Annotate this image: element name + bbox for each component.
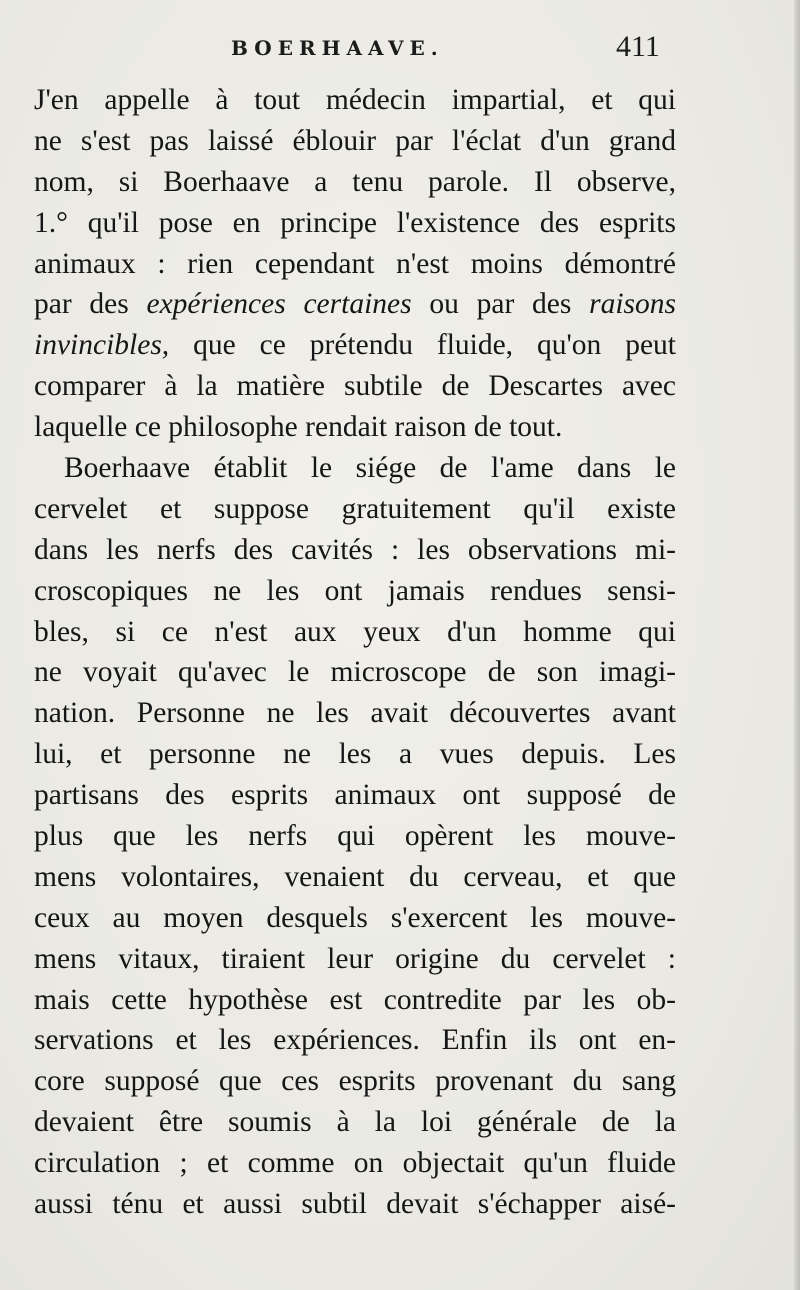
text-line: core supposé que ces esprits provenant du sang: [34, 1065, 676, 1098]
text-line: plus que les nerfs qui opèrent les mouve-: [34, 820, 676, 853]
text-line: ne s'est pas laissé éblouir par l'éclat d'un grand: [34, 124, 676, 157]
text-segment: que ce prétendu fluide, qu'on peut: [193, 329, 677, 362]
text-line: [34, 284, 676, 325]
text-line: mens volontaires, venaient du cerveau, et que: [34, 860, 676, 893]
text-line: nom, si Boerhaave a tenu parole. Il observe,: [34, 165, 676, 198]
page-number: 411: [616, 30, 660, 63]
text-line: mens vitaux, tiraient leur origine du cervelet :: [34, 942, 676, 975]
text-line: bles, si ce n'est aux yeux d'un homme qui: [34, 615, 676, 648]
text-line: laquelle ce philosophe rendait raison de tout.: [34, 411, 563, 444]
text-line: ne voyait qu'avec le microscope de son imagi-: [34, 656, 676, 689]
text-line: devaient être soumis à la loi générale de la: [34, 1106, 676, 1139]
running-title: BOERHAAVE.: [231, 36, 444, 60]
text-line: croscopiques ne les ont jamais rendues sensi-: [34, 574, 676, 607]
text-segment: ou par des: [429, 288, 572, 321]
body-text: [34, 80, 676, 1225]
text-line: partisans des esprits animaux ont supposé de: [34, 779, 676, 812]
italic-phrase: invincibles,: [34, 329, 170, 362]
text-line: lui, et personne ne les a vues depuis. Les: [34, 738, 676, 771]
text-line: dans les nerfs des cavités : les observations mi-: [34, 533, 676, 566]
text-segment: par des: [34, 288, 129, 321]
text-line: [34, 325, 676, 366]
text-line: cervelet et suppose gratuitement qu'il existe: [34, 492, 676, 525]
text-line: servations et les expériences. Enfin ils ont en-: [34, 1024, 676, 1057]
page-edge-shadow: [794, 0, 800, 1290]
running-header: [36, 30, 676, 76]
italic-phrase: expériences certaines: [146, 288, 412, 321]
text-line: aussi ténu et aussi subtil devait s'échapper aisé-: [34, 1188, 676, 1221]
text-line: circulation ; et comme on objectait qu'un fluide: [34, 1147, 676, 1180]
text-line: comparer à la matière subtile de Descartes avec: [34, 370, 676, 403]
italic-phrase: raisons: [589, 288, 676, 321]
text-line: ceux au moyen desquels s'exercent les mouve-: [34, 901, 676, 934]
text-line: animaux : rien cependant n'est moins démontré: [34, 247, 676, 280]
text-line: 1.° qu'il pose en principe l'existence des esprits: [34, 206, 676, 239]
text-line: mais cette hypothèse est contredite par les ob-: [34, 983, 676, 1016]
text-line: J'en appelle à tout médecin impartial, et qui: [34, 84, 676, 116]
paragraph-start-line: Boerhaave établit le siége de l'ame dans le: [64, 452, 676, 485]
text-line: nation. Personne ne les avait découvertes avant: [34, 697, 676, 730]
